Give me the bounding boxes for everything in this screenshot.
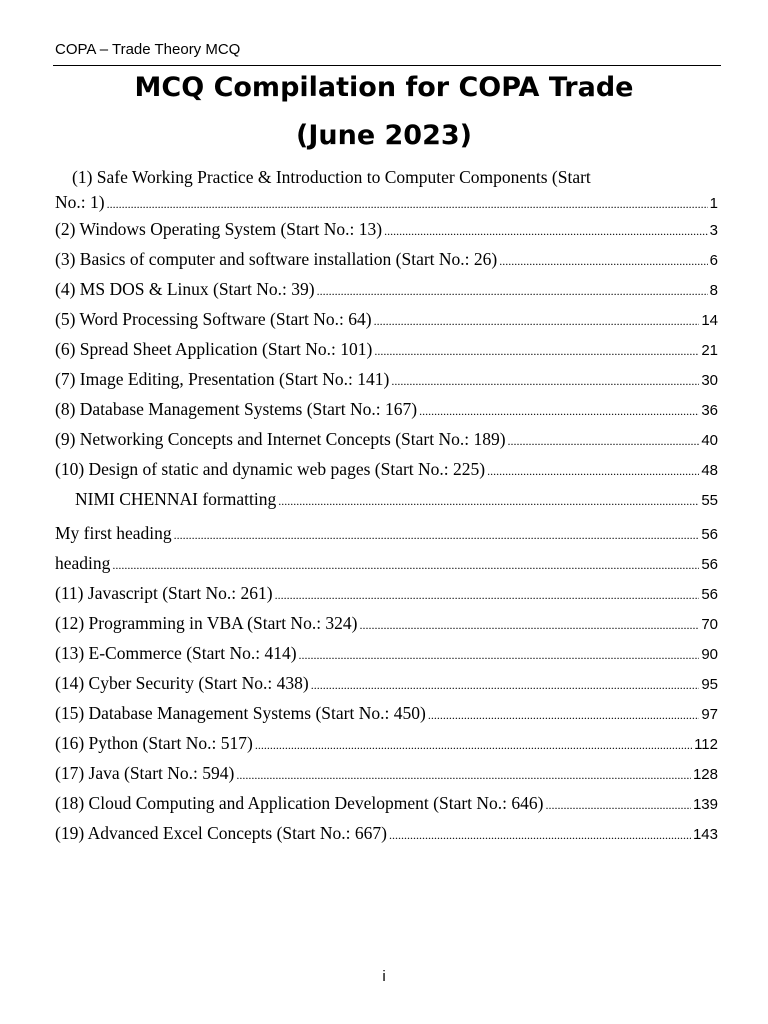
dot-leader: [374, 336, 699, 364]
toc-entry[interactable]: [55, 818, 718, 848]
toc-entry[interactable]: [55, 394, 718, 424]
toc-page-number: 36: [701, 402, 718, 419]
dot-leader: [278, 486, 699, 514]
page-number: i: [382, 968, 386, 985]
toc-entry-label: (5) Word Processing Software (Start No.: 64): [55, 309, 372, 329]
toc-entry[interactable]: [55, 608, 718, 638]
toc-page-number: 128: [692, 766, 718, 783]
running-header: COPA – Trade Theory MCQ: [55, 41, 241, 58]
toc-page-number: 90: [701, 646, 718, 663]
dot-leader: [275, 580, 700, 608]
toc-entry[interactable]: [55, 364, 718, 394]
toc-entry[interactable]: [55, 424, 718, 454]
toc-entry-label: heading: [55, 553, 111, 573]
dot-leader: [389, 820, 691, 848]
dot-leader: [428, 700, 699, 728]
toc-entry-label: (15) Database Management Systems (Start No.: 450): [55, 703, 426, 723]
toc-entry-label: (18) Cloud Computing and Application Development (Start No.: 646): [55, 793, 544, 813]
dot-leader: [236, 760, 691, 788]
toc-entry-label: (10) Design of static and dynamic web pages (Start No.: 225): [55, 459, 486, 479]
toc-entry[interactable]: [55, 548, 718, 578]
toc-page-number: 112: [694, 736, 718, 753]
dot-leader: [255, 730, 692, 758]
toc-entry-label: (17) Java (Start No.: 594): [55, 763, 235, 783]
toc-entry[interactable]: [55, 638, 718, 668]
dot-leader: [419, 396, 699, 424]
toc-page-number: 70: [701, 616, 718, 633]
toc-page-number: 55: [701, 492, 718, 509]
dot-leader: [391, 366, 699, 394]
toc-page-number: 3: [709, 222, 718, 239]
toc-page-number: 56: [701, 556, 718, 573]
toc-entry-label: (16) Python (Start No.: 517): [55, 733, 253, 753]
toc-entry-label: NIMI CHENNAI formatting: [75, 489, 277, 509]
toc-entry[interactable]: [55, 304, 718, 334]
dot-leader: [384, 216, 708, 244]
toc-page-number: 56: [701, 586, 718, 603]
toc-entry[interactable]: [55, 164, 718, 214]
toc-page-number: 8: [709, 282, 718, 299]
toc-entry-label: (11) Javascript (Start No.: 261): [55, 583, 273, 603]
toc-entry-label: (13) E-Commerce (Start No.: 414): [55, 643, 297, 663]
dot-leader: [317, 276, 708, 304]
toc-entry-label: (14) Cyber Security (Start No.: 438): [55, 673, 309, 693]
toc-page-number: 6: [709, 252, 718, 269]
toc-entry-label: (12) Programming in VBA (Start No.: 324): [55, 613, 358, 633]
toc-page-number: 139: [692, 796, 718, 813]
toc-entry-label: (3) Basics of computer and software installation (Start No.: 26): [55, 249, 498, 269]
toc-entry-label: (4) MS DOS & Linux (Start No.: 39): [55, 279, 315, 299]
toc-entry[interactable]: [55, 758, 718, 788]
document-subtitle: (June 2023): [295, 120, 473, 151]
toc-entry[interactable]: [55, 668, 718, 698]
dot-leader: [499, 246, 707, 274]
header-rule: [53, 65, 721, 66]
toc-page-number: 40: [701, 432, 718, 449]
dot-leader: [508, 426, 700, 454]
dot-leader: [174, 520, 700, 548]
toc-page-number: 48: [701, 462, 718, 479]
toc-entry[interactable]: [55, 334, 718, 364]
toc-page-number: 30: [701, 372, 718, 389]
dot-leader: [487, 456, 699, 484]
toc-entry[interactable]: [55, 728, 718, 758]
dot-leader: [374, 306, 700, 334]
document-title: MCQ Compilation for COPA Trade: [134, 72, 634, 103]
toc-page-number: 1: [709, 195, 718, 212]
toc-entry[interactable]: [55, 578, 718, 608]
dot-leader: [311, 670, 700, 698]
toc-entry-label: (1) Safe Working Practice & Introduction to Computer Components (Start: [72, 167, 591, 187]
toc-entry-label: (9) Networking Concepts and Internet Concepts (Start No.: 189): [55, 429, 506, 449]
toc-entry[interactable]: [55, 484, 718, 514]
toc-page-number: 14: [701, 312, 718, 329]
toc-entry-label: (6) Spread Sheet Application (Start No.: 101): [55, 339, 373, 359]
toc-entry-label: (8) Database Management Systems (Start No.: 167): [55, 399, 418, 419]
toc-entry-label: No.: 1): [55, 192, 105, 212]
dot-leader: [299, 640, 700, 668]
toc-entry[interactable]: [55, 518, 718, 548]
toc-entry-label: My first heading: [55, 523, 172, 543]
toc-entry[interactable]: [55, 788, 718, 818]
toc-entry[interactable]: [55, 244, 718, 274]
table-of-contents: [55, 164, 718, 848]
dot-leader: [360, 610, 700, 638]
toc-page-number: 56: [701, 526, 718, 543]
dot-leader: [112, 550, 699, 578]
toc-entry-label: (19) Advanced Excel Concepts (Start No.: 667): [55, 823, 387, 843]
toc-page-number: 21: [701, 342, 718, 359]
toc-page-number: 95: [701, 676, 718, 693]
toc-page-number: 97: [701, 706, 718, 723]
toc-page-number: 143: [692, 826, 718, 843]
toc-entry-label: (2) Windows Operating System (Start No.: 13): [55, 219, 383, 239]
toc-entry-label: (7) Image Editing, Presentation (Start No.: 141): [55, 369, 390, 389]
dot-leader: [545, 790, 690, 818]
toc-entry[interactable]: [55, 274, 718, 304]
dot-leader: [107, 192, 708, 214]
toc-entry[interactable]: [55, 454, 718, 484]
toc-entry[interactable]: [55, 214, 718, 244]
toc-entry[interactable]: [55, 698, 718, 728]
